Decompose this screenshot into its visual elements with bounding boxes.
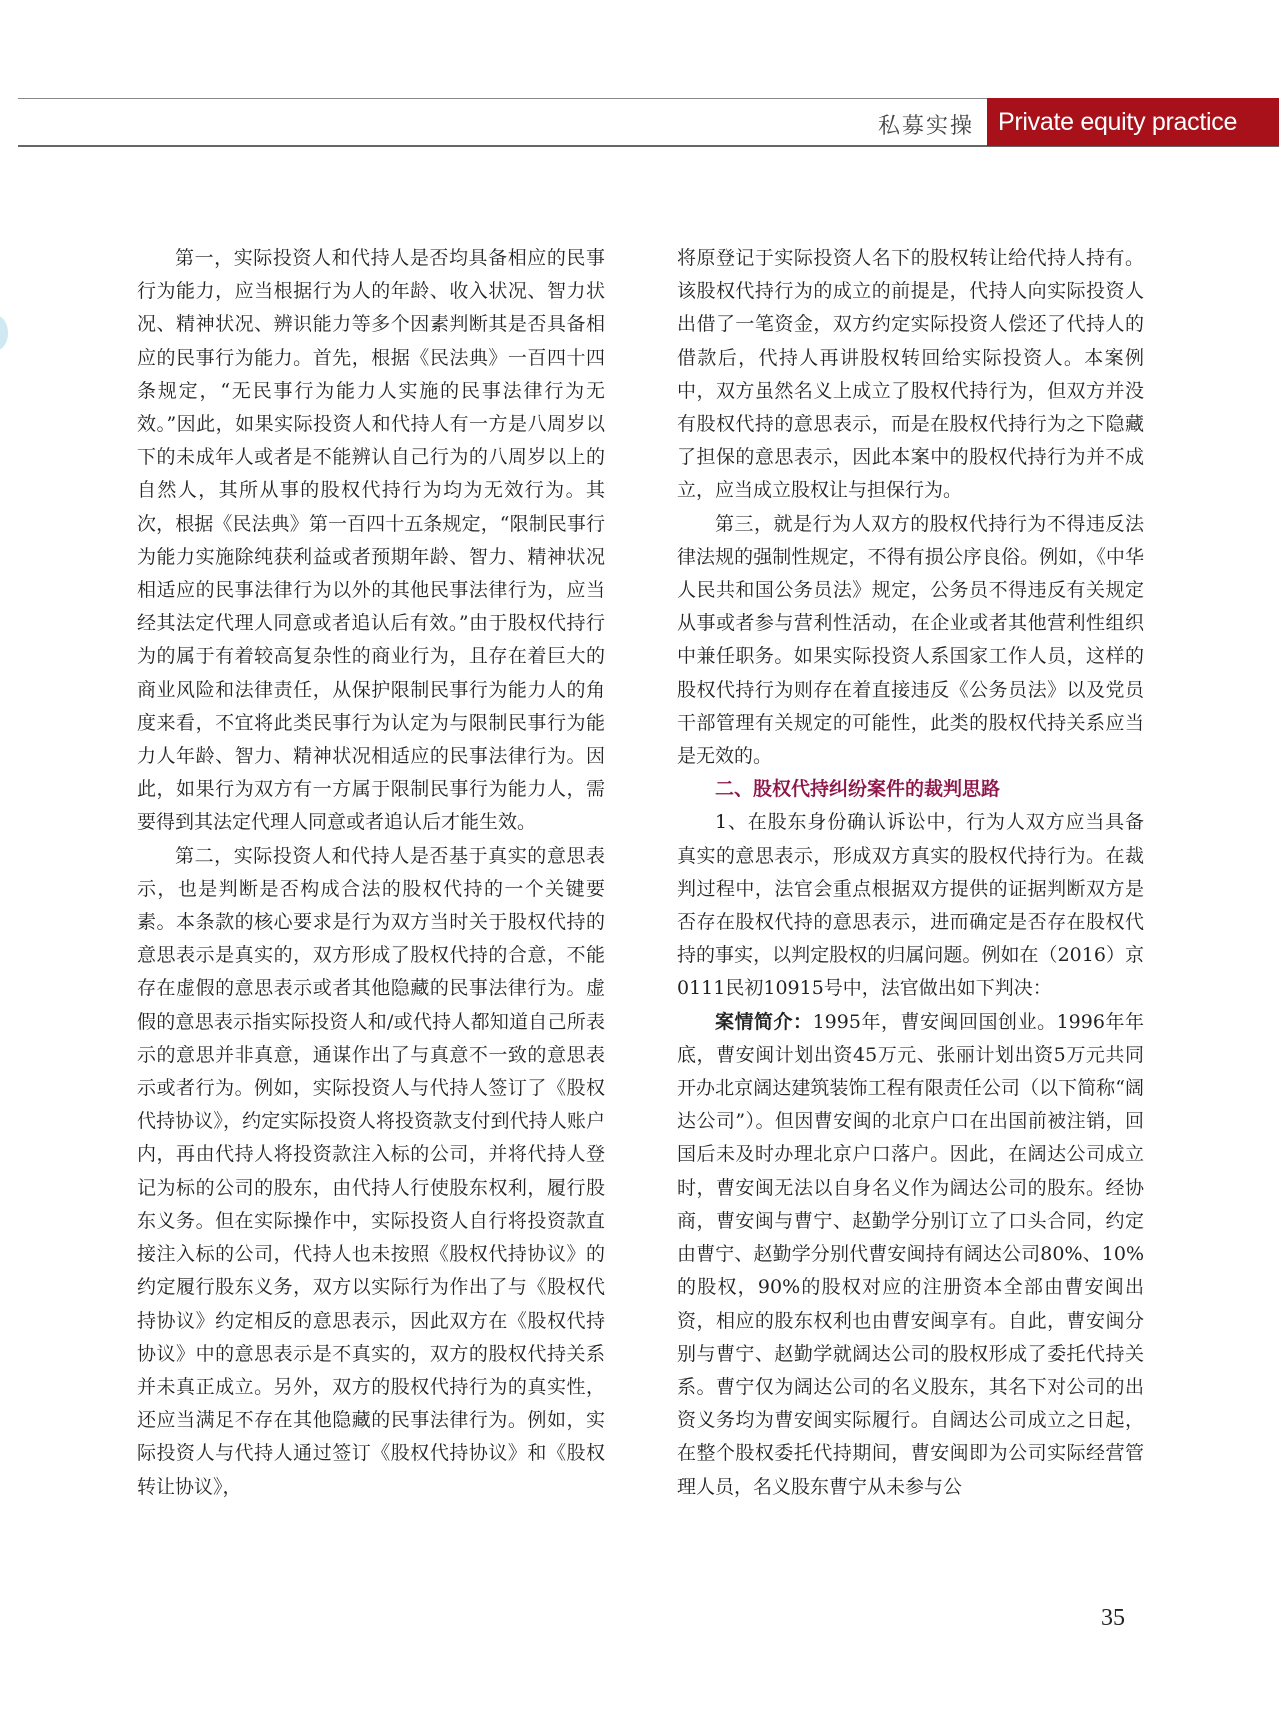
section-heading-judgment: 二、股权代持纠纷案件的裁判思路	[715, 778, 1001, 801]
paragraph-identity-litigation: 1、在股东身份确认诉讼中，行为人双方应当具备真实的意思表示，形成双方真实的股权代持行为。在裁判过程中，法官会重点根据双方提供的证据判断双方是否存在股权代持的意思表示，进而确定是否存在股权代持的事实，以判定股权的归属问题。例如在（2016）京0111民初10915号中，法官做出如下判决：	[677, 811, 1144, 1000]
paragraph-second-condition: 第二，实际投资人和代持人是否基于真实的意思表示，也是判断是否构成合法的股权代持的一个关键要素。本条款的核心要求是行为双方当时关于股权代持的意思表示是真实的，双方形成了股权代持的合意，不能存在虚假的意思表示或者其他隐藏的民事法律行为。虚假的意思表示指实际投资人和/或代持人都知道自己所表示的意思并非真意，通谋作出了与真意不一致的意思表示或者行为。例如，实际投资人与代持人签订了《股权代持协议》，约定实际投资人将投资款支付到代持人账户内，再由代持人将投资款注入标的公司，并将代持人登记为标的公司的股东，由代持人行使股东权利，履行股东义务。但在实际操作中，实际投资人自行将投资款直接注入标的公司，代持人也未按照《股权代持协议》的约定履行股东义务，双方以实际行为作出了与《股权代持协议》约定相反的意思表示，因此双方在《股权代持协议》中的意思表示是不真实的，双方的股权代持关系并未真正成立。另外，双方的股权代持行为的真实性，还应当满足不存在其他隐藏的民事法律行为。例如，实际投资人与代持人通过签订《股权代持协议》和《股权转让协议》，	[137, 844, 605, 1498]
section-title-cn: 私募实操	[877, 114, 974, 139]
case-summary-text: 1995年，曹安闽回国创业。1996年年底，曹安闽计划出资45万元、张丽计划出资5万元共同开办北京阔达建筑装饰工程有限责任公司（以下简称“阔达公司”）。但因曹安闽的北京户口在出国前被注销，回国后未及时办理北京户口落户。因此，在阔达公司成立时，曹安闽无法以自身名义作为阔达公司的股东。经协商，曹安闽与曹宁、赵勤学分别订立了口头合同，约定由曹宁、赵勤学分别代曹安闽持有阔达公司80%、10%的股权，90%的股权对应的注册资本全部由曹安闽出资，相应的股东权利也由曹安闽享有。自此，曹安闽分别与曹宁、赵勤学就阔达公司的股权形成了委托代持关系。曹宁仅为阔达公司的名义股东，其名下对公司的出资义务均为曹安闽实际履行。自阔达公司成立之日起，在整个股权委托代持期间，曹安闽即为公司实际经营管理人员，名义股东曹宁从未参与公	[677, 1010, 1144, 1498]
case-summary-label: 案情简介：	[715, 1010, 813, 1033]
paragraph-third-condition: 第三，就是行为人双方的股权代持行为不得违反法律法规的强制性规定，不得有损公序良俗。例如，《中华人民共和国公务员法》规定，公务员不得违反有关规定从事或者参与营利性活动，在企业或者其他营利性组织中兼任职务。如果实际投资人系国家工作人员，这样的股权代持行为则存在着直接违反《公务员法》以及党员干部管理有关规定的可能性，此类的股权代持关系应当是无效的。	[677, 512, 1144, 768]
page-number: 35	[1101, 1605, 1125, 1631]
edge-mark-decoration	[0, 316, 8, 350]
left-column	[137, 242, 605, 1504]
section-title-en: Private equity practice	[987, 98, 1279, 146]
paragraph-first-condition: 第一，实际投资人和代持人是否均具备相应的民事行为能力，应当根据行为人的年龄、收入状况、智力状况、精神状况、辨识能力等多个因素判断其是否具备相应的民事行为能力。首先，根据《民法典》一百四十四条规定，“无民事行为能力人实施的民事法律行为无效。”因此，如果实际投资人和代持人有一方是八周岁以下的未成年人或者是不能辨认自己行为的八周岁以上的自然人，其所从事的股权代持行为均为无效行为。其次，根据《民法典》第一百四十五条规定，“限制民事行为能力实施除纯获利益或者预期年龄、智力、精神状况相适应的民事法律行为以外的其他民事法律行为，应当经其法定代理人同意或者追认后有效。”由于股权代持行为的属于有着较高复杂性的商业行为，且存在着巨大的商业风险和法律责任，从保护限制民事行为能力人的角度来看，不宜将此类民事行为认定为与限制民事行为能力人年龄、智力、精神状况相适应的民事法律行为。因此，如果行为双方有一方属于限制民事行为能力人，需要得到其法定代理人同意或者追认后才能生效。	[137, 247, 605, 834]
right-column	[677, 242, 1144, 1504]
paragraph-case-summary	[677, 1006, 1144, 1504]
paragraph-continuation: 将原登记于实际投资人名下的股权转让给代持人持有。该股权代持行为的成立的前提是，代持人向实际投资人出借了一笔资金，双方约定实际投资人偿还了代持人的借款后，代持人再讲股权转回给实际投资人。本案例中，双方虽然名义上成立了股权代持行为，但双方并没有股权代持的意思表示，而是在股权代持行为之下隐藏了担保的意思表示，因此本案中的股权代持行为并不成立，应当成立股权让与担保行为。	[677, 247, 1144, 502]
